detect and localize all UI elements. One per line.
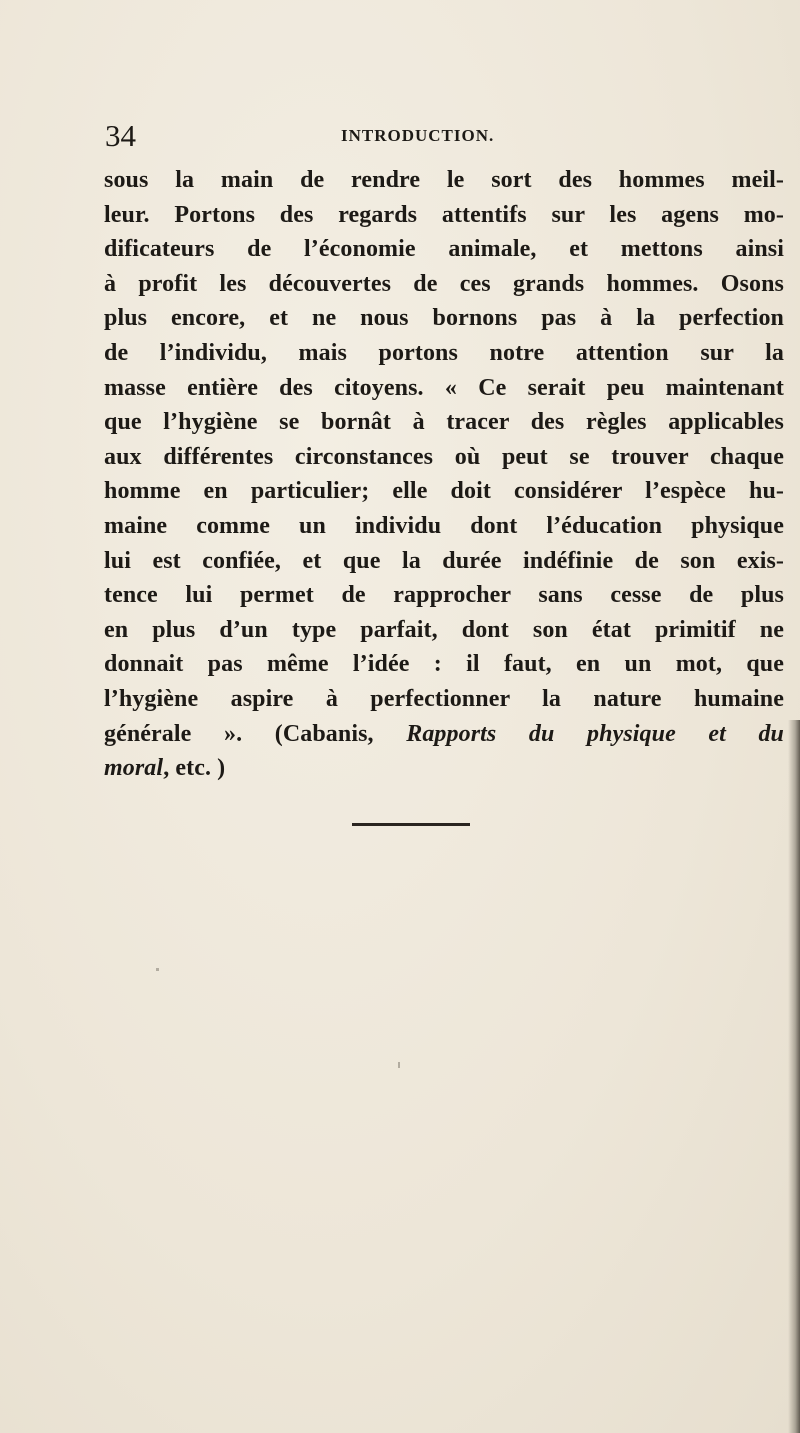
citation-end: , etc. ) xyxy=(163,755,226,782)
text-line: en plus d’un type parfait, dont son état primitif ne xyxy=(104,616,784,643)
text-line: homme en particulier; elle doit considérer l’espèce hu- xyxy=(104,478,784,505)
text-line: tence lui permet de rapprocher sans cesse de plus xyxy=(104,582,784,609)
text-line-citation xyxy=(104,717,784,752)
text-line: sous la main de rendre le sort des hommes meil- xyxy=(104,167,784,193)
section-divider xyxy=(352,823,470,826)
page-edge-shadow xyxy=(788,720,800,1433)
text-line: donnait pas même l’idée : il faut, en un mot, que xyxy=(104,651,784,678)
text-line: dificateurs de l’économie animale, et mettons ainsi xyxy=(104,236,784,263)
citation-title-part2: moral xyxy=(104,755,164,782)
text-line: plus encore, et ne nous bornons pas à la perfection xyxy=(104,305,784,332)
body-paragraph xyxy=(104,163,784,786)
text-line: à profit les découvertes de ces grands hommes. Osons xyxy=(104,270,784,297)
citation-lead: générale ». (Cabanis, xyxy=(104,720,407,747)
text-line-citation-end xyxy=(104,751,784,786)
paper-speck xyxy=(398,1062,400,1068)
page-header xyxy=(105,118,780,158)
text-line: l’hygiène aspire à perfectionner la nature humaine xyxy=(104,685,784,712)
text-line: de l’individu, mais portons notre attention sur la xyxy=(104,339,784,366)
text-line: leur. Portons des regards attentifs sur les agens mo- xyxy=(104,201,784,228)
text-line: aux différentes circonstances où peut se trouver chaque xyxy=(104,443,784,470)
text-line: lui est confiée, et que la durée indéfinie de son exis- xyxy=(104,547,784,574)
text-line: que l’hygiène se bornât à tracer des règles applicables xyxy=(104,409,784,436)
page-number: 34 xyxy=(105,118,136,153)
running-head: INTRODUCTION. xyxy=(341,126,495,145)
text-line: masse entière des citoyens. « Ce serait peu maintenant xyxy=(104,374,784,401)
paper-speck xyxy=(156,968,159,971)
citation-title-part1: Rapports du physique et du xyxy=(406,720,785,747)
text-line: maine comme un individu dont l’éducation physique xyxy=(104,512,784,539)
